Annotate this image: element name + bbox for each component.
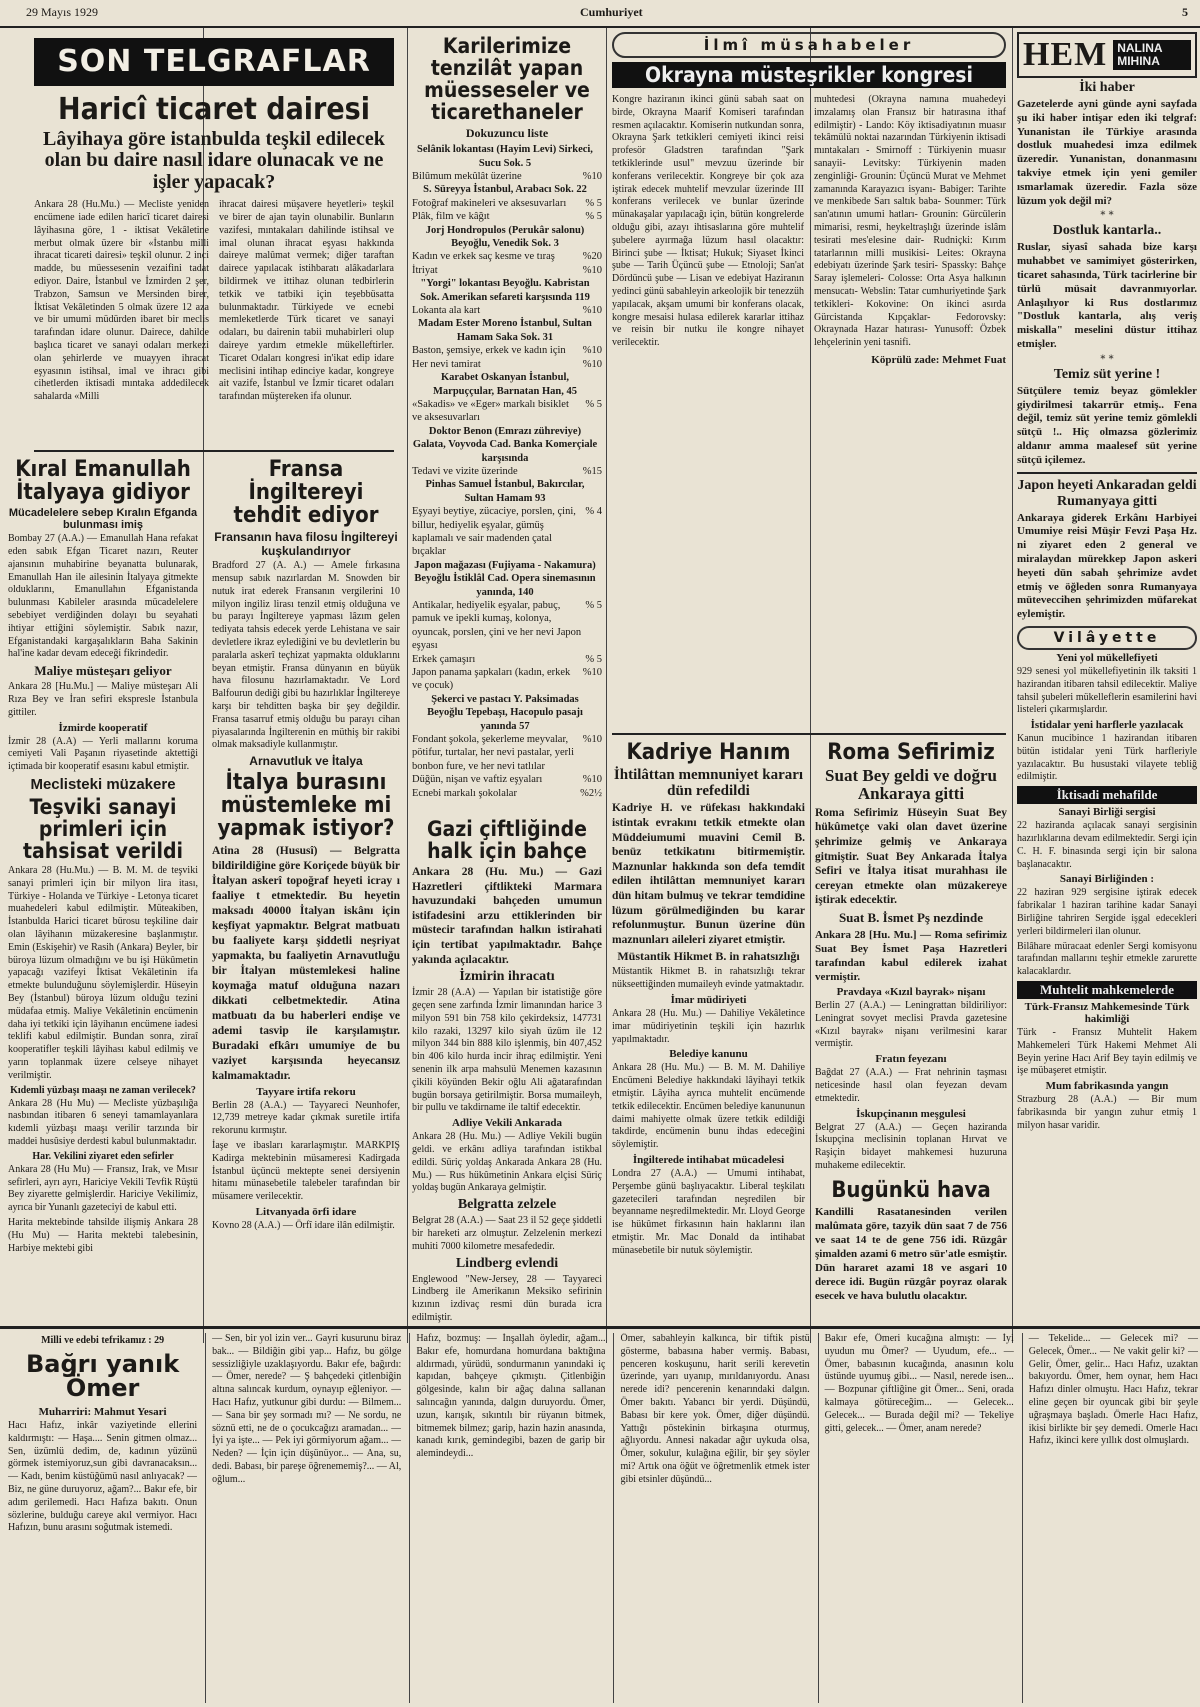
discount-item [412, 170, 602, 183]
discount-item-name: Japon panama şapkaları (kadın, erkek ve çocuk) [412, 667, 571, 692]
discount-item-name: Her nevi tamirat [412, 358, 481, 370]
story-text: Kanun mucibince 1 hazirandan itibaren bütün istidalar yeni Türk harfleriyle yazılacaktır. Bu husustaki vilayete tebliğ edilmiştir. [1017, 733, 1197, 783]
discount-item-name: Kadın ve erkek saç kesme ve tıraş [412, 251, 555, 263]
story-headline: Sanayi Birliği sergisi [1058, 806, 1156, 819]
discount-item-name: Eşyayi beytiye, zücaciye, porslen, çini, billur, hediyelik eşyalar, gümüş kaplamalı ve sair madenden çatal bıçaklar [412, 506, 576, 558]
discount-item-name: İtriyat [412, 264, 438, 276]
story-headline: Gazi çiftliğinde halk için bahçe [427, 817, 587, 864]
story-text: Ankara 28 (Hu. Mu.) — B. M. M. Dahiliye Encümeni Belediye hakkındaki lâyihayi tetkik etmiştir. Lâyiha ayrıca muhtelit encümende tetkik edilecektir. Encümen belediye kanununun daimi mahiyette olmak üzere tetkik edildiği takdirde, encümenin bunu ihdas edeceğini söylemiştir. [612, 1062, 805, 1151]
discount-item [412, 317, 602, 344]
serial-header: Milli ve edebi tefrikamız : 29 [41, 1335, 165, 1346]
discount-item-percent: %10 [582, 358, 602, 370]
story-subheadline: Suat Bey geldi ve doğru Ankaraya gitti [825, 766, 997, 804]
story-text: Kadriye H. ve rüfekası hakkındaki istintak evrakını tetkik etmekte olan Müddeiumumi muavini Cemil B. benüz tetkikatını bitirmemiştir. Maznunlar hakkında son defa temdit edilen ihtilâttan memnuniyet kararı dün hitam bulmuş ve tekrar temdidine lüzum görülmediğinden bu karar refolunmuştur. Bunun üzerine dün maznunları aileleri ziyaret etmiştir. [612, 802, 805, 946]
discount-item-percent: % 5 [585, 197, 602, 209]
discount-item [412, 277, 602, 304]
hem-logo: HEM [1023, 36, 1108, 73]
story-text: 929 senesi yol mükellefiyetinin ilk taksiti 1 hazirandan itibaren tahsil edilecektir. Maliye tahsil şubeleri mükelleflerin esamilerini havi listeleri çıkarmışlardır. [1017, 665, 1197, 716]
story-headline: Kıdemli yüzbaşı maaşı ne zaman verilecek? [10, 1084, 196, 1096]
discount-item-name: Plâk, film ve kâğıt [412, 211, 490, 223]
story-headline: Yeni yol mükellefiyeti [1056, 651, 1158, 664]
discount-item-name: Ecnebi markalı şokolalar [412, 787, 517, 799]
discount-item [412, 358, 602, 371]
section-title: İktisadi mehafilde [1017, 786, 1197, 804]
story-headline: Belediye kanunu [669, 1048, 748, 1061]
serial-column [8, 1333, 197, 1703]
page-header [0, 0, 1200, 28]
section-rule [1017, 472, 1197, 474]
story-text: Bradford 27 (A. A.) — Amele fırkasına mensup sabık nazırlardan M. Snowden bir nutuk irat ederek Fransanın vergilerini 10 milyon ingiliz lirası tenzil etmiş olduğuna ve bu parayı İngiltereye yapması lâzım gelen tediyata tahsis edecek yerde Lehistana ve sair devletlere ikraz eylediğini ve bu devletlerin bu paralarla askerî teçhizat yapmakta olduklarını beyan etmiştir. Fransa dünyanın en büyük hava filosunu hazırlamaktadır. Ve Lord Balfourun dediği gibi bu hazırlıklar İngiltereye karşı bir tehditten başka bir şey değildir. Fransa tasarruf etmiş olduğu bu parayı cihan piyasalarında İngilterenin en müthiş bir rakibi olmak maksadiyle kullanmıştır. [212, 560, 400, 751]
discount-item-percent: %10 [582, 734, 602, 746]
story-headline: Tayyare irtifa rekoru [256, 1085, 356, 1098]
discount-item-name: Erkek çamaşırı [412, 653, 476, 665]
headline: Haricî ticaret dairesi [58, 92, 370, 127]
story-text: Bilâhare müracaat edenler Sergi komisyonu tarafından mallarını teşhir etmekle zarurette kalacaklardır. [1017, 940, 1197, 978]
story-headline: Okrayna müsteşrikler kongresi [612, 62, 1006, 88]
story-text: Ankara 28 (Hu. Mu.) — Adliye Vekili bugün geldi. ve erkânı adliya tarafından istikbal edildi. Süriç yoldaş Ankarada Ankara 28 (Hu. Mu.) — Rus hükûmetinin Ankara elçisi Süriç yoldaş bugün Ankaraya gelmiştir. [412, 1131, 602, 1194]
discount-item [412, 693, 602, 733]
story-headline: Roma Sefirimiz [827, 740, 995, 765]
discount-item-name: Antikalar, hediyelik eşyalar, pabuç, pamuk ve ipekli kumaş, kolonya, oyuncak, porslen, çini ve her nevi Japon eşyası [412, 600, 582, 652]
story-headline: Suat B. İsmet Pş nezdinde [838, 909, 984, 925]
discount-list [412, 143, 602, 800]
story-text: Ankara 28 [Hu. Mu.] — Roma sefirimiz Suat Bey İsmet Paşa Hazretleri tarafından kabul edilerek izahat vermiştir. [815, 928, 1007, 983]
story-headline: Har. Vekilini ziyaret eden sefirler [32, 1150, 174, 1162]
story-text: Ankara 28 (Hu Mu) — Fransız, Irak, ve Mısır sefirleri, ayrı ayrı, Hariciye Vekili Tevfik Rüştü Bey ziyarette gelmişlerdir. Hariciye Vekilimiz, ayrıca bir Yunanlı gazeteciyi de kabul etti. [8, 1163, 198, 1214]
story-headline: Belgratta zelzele [457, 1197, 557, 1213]
discount-item-percent: %10 [582, 667, 602, 679]
discount-item-percent: % 5 [585, 653, 602, 665]
discount-item-percent: %10 [582, 264, 602, 276]
serial-text: — Sen, bir yol izin ver... Gayri kusurunu biraz bak... — Bildiğin gibi yap... Hafız, bu gölge sessizliğiyle uzaklaşıyordu. Bakır efe, bağırdı: — Ömer, nerede? — Ş bahçedeki çitlenbiğin altına salıncak kurdum, oynayıp eğleniyor. — Hacı Hafız, yutkunur gibi durdu: — Bilmem... — Sana bir şey sormadı mı? — Ne sordu, ne söznü etti, ne de o çocukcağızı aramadan... — İyi ya işte... — Pek iyi görmiyorum ağam... — Neden? — İçin için düşünüyor... — Ana, su, dedi. Babası, bir pareşe öğrenememiş?... — Al, oğlum... [212, 1333, 402, 1485]
discount-item-percent: %10 [582, 345, 602, 357]
story-headline: Maliye müsteşarı geliyor [34, 663, 172, 679]
discount-item [412, 773, 602, 786]
story-headline: Mum fabrikasında yangın [1045, 1080, 1169, 1093]
section-title: Muhtelit mahkemelerde [1017, 981, 1197, 999]
column-3 [412, 32, 602, 812]
story-headline: Adliye Vekili Ankarada [451, 1117, 563, 1130]
discount-item-percent: %15 [582, 465, 602, 477]
discount-item-name: S. Süreyya İstanbul, Arabacı Sok. 22 [423, 184, 587, 196]
serial-text: — Tekelide... — Gelecek mi? — Gelecek, Ömer... — Ne vakit gelir ki? — Gelir, Ömer, gelir... Hacı Hafız, uzaktan bakıyordu. Ömer, hem oynar, hem Hacı Hafızı dinler olmuştu. Hacı Hafız, tekrar eline geçen bir oyuncak gibi bir şeyle uğraşmaya başladı. Ömerle Hacı Hafız, ikisi birlikte bir şey demedi. Omerle Hacı Hafız, ikinci kere yıllık dost olmuşlardı. [1028, 1333, 1198, 1447]
discount-item [412, 371, 602, 398]
discount-item [412, 264, 602, 277]
discount-item [412, 478, 602, 505]
serial-column [613, 1333, 809, 1703]
story-headline: Lindberg evlendi [455, 1255, 559, 1271]
discount-item [412, 344, 602, 357]
story-headline: Sanayi Birliğinden : [1059, 873, 1155, 886]
serial-text: Hacı Hafız, inkâr vaziyetinde ellerini kaldırmıştı: — Haşa.... Senin gitmen olmaz... Sen, üzümlü dedim, de, kadının yüzünü görmek istemiyoruz,sun gibi davranacaksın... — Kadı, benim küstüğümü nasıl anlıyacak? — Biz, ne güne duruyoruz, ağam?... Bakır efe, bir adım gerilemedi. Hacı Hafıza bakıtı. Onun sözlerine, bulduğu careye akıl vermiyor. Hacı Hafızın, bunu arasını soğutmak istemedi. [8, 1420, 198, 1534]
discount-item-name: Madam Ester Moreno İstanbul, Sultan Hamam Saka Sok. 31 [418, 318, 592, 343]
discount-item-percent: %20 [582, 251, 602, 263]
discount-item [412, 304, 602, 317]
section-title: Vilâyette [1017, 626, 1197, 650]
story-headline: Karilerimize tenzilât yapan müesseseler ve ticarethaneler [424, 34, 590, 125]
story-text: Ankara 28 [Hu.Mu.] — Maliye müsteşarı Ali Rıza Bey ve İran sefiri ekspresle İstanbula gittiler. [8, 681, 198, 718]
discount-item [412, 599, 602, 653]
story-text: Müstantik Hikmet B. in rahatsızlığı tekrar nükseettiğinden mumaileyh evinde yatmaktadır. [612, 966, 805, 991]
story-headline: Türk-Fransız Mahkemesinde Türk hakimliği [1024, 1001, 1190, 1026]
discount-item-name: Selânik lokantası (Hayim Levi) Sirkeci, Sucu Sok. 5 [417, 144, 593, 169]
story-headline: İzmirin ihracatı [459, 969, 555, 985]
discount-item-name: Jorj Hondropulos (Perukâr salonu) Beyoğlu, Venedik Sok. 3 [425, 224, 585, 250]
story-text: Ankara 28 (Hu Mu) — Mecliste yüzbaşılığa nasbından itibaren 6 seneyi tamamlayanlara kıdemli yüzbaşı maaşı verilir tarzında bir maddei husûsiye derdesti kabul bulunmaktadır. [8, 1097, 198, 1148]
discount-item [412, 666, 602, 693]
serial-column [205, 1333, 401, 1703]
discount-item-name: "Yorgi" lokantası Beyoğlu. Kabristan Sok. Amerikan sefareti karşısında 119 [420, 278, 590, 303]
serial-column [1022, 1333, 1198, 1703]
discount-item [412, 465, 602, 478]
discount-item-percent: % 5 [585, 211, 602, 223]
discount-item-percent: %2½ [580, 787, 602, 799]
story-headline: Pravdaya «Kızıl bayrak» nişanı [836, 985, 986, 998]
discount-item [412, 398, 602, 425]
story-headline: İskupçinanın meşgulesi [856, 1107, 966, 1120]
column-5 [815, 738, 1007, 1325]
discount-item-name: Fotoğraf makineleri ve aksesuvarları [412, 197, 567, 209]
page-number: 5 [1182, 5, 1188, 19]
story-text: Bağdat 27 (A.A.) — Frat nehrinin taşması neticesinde hasıl olan feyezan devam etmektedir. [815, 1067, 1007, 1104]
story-text: Belgrat 28 (A.A.) — Saat 23 il 52 geçe şiddetli bir hareketi arz olmuştur. Zelzelenin merkezi muhiti 7000 kilometre mesafededir. [412, 1215, 602, 1252]
story-text: İzmir 28 (A.A) — Yerli mallarını koruma cemiyeti Vali Paşanın riyasetinde aktettiği içtimada bir kooperatif esasını kabul etmiştir. [8, 735, 198, 773]
column-rule [407, 28, 408, 1343]
story-text: Ankara 28 (Hu. Mu.) — Gazi Hazretleri çiftlikteki Marmara havuzundaki bahçeden umumun istifadesini arzu ettiklerinden bir müstecir tarafından halkın istirahati için tertibat yapılmaktadır. Bahçe yakında açılacaktır. [412, 866, 602, 966]
discount-item [412, 425, 602, 465]
discount-item-percent: % 4 [585, 506, 602, 518]
section-rule [34, 450, 394, 452]
column-6 [1017, 32, 1197, 1325]
column-4-5 [612, 32, 1006, 732]
serial-author: Mahmut Yesari [93, 1406, 167, 1418]
section-title: İlmî müsahabeler [612, 32, 1006, 58]
story-text: Londra 27 (A.A.) — Umumi intihabat, Perşembe günü başlıyacaktır. Liberal teşkilatı gazetecileri tarafından neşredilen bir beyanname neşredilmektedir. Mr. Lloyd George ise hükûmet firkasının hain haklarını ilan etmiştir. Mr. Mac Donald da intihabat münasebetile bir nutuk söylemiştir. [612, 1167, 805, 1256]
story-headline: Fratın feyezanı [875, 1053, 947, 1066]
story-headline: Kıral Emanullah İtalyaya gidiyor [15, 457, 191, 506]
story-text: Atina 28 (Hususî) — Belgratta bildirildiğine göre Koriçede büyük bir İtalyan askerî topoğraf heyeti icray ı faaliye t etmektedir. Bu heyetin maksadı 40000 İtalyan iskânı için keşfiyat yapmaktır. Belgrat matbuatı bu faaliyete karşı şiddetli neşriyat yapmakta, bu faaliyetin Arnavutluğu bir İtalyan müstemlekesi haline koymağa matuf olduğuna nazarı dikkati celbetmektedir. Atina matbuatı da bu haberleri endişe ve ademi tasvip ile karşılamıştır. Buradaki efkârı umumiye de bu vaziyet karşısında heyecansız kalmamaktadır. [212, 844, 400, 1082]
hem-logo-sub: NALINA MIHINA [1113, 40, 1191, 70]
discount-item-name: Japon mağazası (Fujiyama - Nakamura) Beyoğlu İstiklâl Cad. Opera sinemasının yanında, 140 [414, 559, 596, 598]
subheadline: Lâyihaya göre istanbulda teşkil edilecek olan bu daire nasıl idare olunacak ve ne işler yapacak? [43, 127, 385, 193]
story-headline: Dostluk kantarla.. [1052, 223, 1162, 239]
story-text: Roma Sefirimiz Hüseyin Suat Bey hükûmetçe vaki olan davet üzerine şehrimize gelmiş ve Ankaraya gitmiştir. Suat Bey Ankarada İtalya Sefiri ve İtalya itisat murahhası ile cereyan etmekte olan müzakereye iştirak edecektir. [815, 806, 1007, 907]
discount-item [412, 505, 602, 559]
story-headline: İki haber [1079, 80, 1135, 95]
discount-item [412, 787, 602, 800]
discount-item-name: Fondant şokola, şekerleme meyvalar, pötifur, turtalar, her nevi pastalar, yerli bonbon fure, ve her nevi tatlılar [412, 734, 575, 772]
discount-item-name: Karabet Oskanyan İstanbul, Marpuççular, Barnatan Han, 45 [433, 372, 577, 397]
serial-text: Bakır efe, Ömeri kucağına almıştı: — İyi uyudun mu Ömer? — Uyudum, efe... — Ömer, babasının kucağında, anasının kolu üstünde uyumuş gibi... — Nasıl, nerede isen... — Bozpunar çiftliğine git Ömer... Seni, orada kalmaya götüreceğim... — Gelecek... Gelecek... — Burada değil mi? — Tekeliye gitti, gelecek... — Ömer, anam nerede? [824, 1333, 1014, 1434]
discount-item [412, 653, 602, 666]
issue-date: 29 Mayıs 1929 [26, 5, 98, 19]
serial-title: Bağrı yanık Ömer [25, 1350, 180, 1402]
story-headline: Arnavutluk ve İtalya [249, 754, 363, 769]
serial-text: Hafız, bozmuş: — İnşallah öyledir, ağam... Bakır efe, homurdana homurdana baktığına aldırmadı, yürüdü, sondurmanın yanındaki iç kapıdan, bahçeye çıkmıştı. Çitlenbiğin gölgesinde, kalın bir ağaç dalına sallanan salıncağın yanında, dalgın duruyordu. Ömer, uzun, karışık, sıkıntılı bir rüyanın bitmek, bitmemek bilmez; garip, hazin hazin anasında, kanadı kırık, gemindegibi, bazen de garip bir alemindeydi... [416, 1333, 606, 1460]
story-headline: İstidalar yeni harflerle yazılacak [1030, 719, 1184, 732]
discount-item-percent: % 5 [585, 398, 602, 410]
column-1 [8, 455, 198, 1325]
byline: Köprülü zade: Mehmet Fuat [871, 353, 1006, 366]
story-text: Sütçülere temiz beyaz gömlekler giydirilmesi takarrür etmiş.. Fena değil, temiz süt yerine temiz gömlekli sütçü !.. Hiç olmazsa gözlerimiz aldanır amma maalesef süt yerine sütçü içilemez. [1017, 384, 1197, 466]
story-text: Kongre haziranın ikinci günü sabah saat on birde, Okrayna Maarif Komiseri tarafından resmen açılacaktır. Komiserin nutkundan sonra, Okrayna Şark tetkikleri cemiyeti ikinci reisi profesör Gladstren tarafından "Şark tetkiklerinde usul" mevzuu üzerinde bir konferans verilecektir. Kongreye bir çok aza iştirak edecek muhtelif mevzular üzerinde III konferans verilecek ve bunlar üzerinde münakaşalar yapılacağı için, bütün kongrelerde olduğu gibi, azayı ihtisaslarına göre muhtelif şubelere ayırmağa lüzum hasıl olacaktır: Birinci şube — İktisat; Hukuk; Siyaset İkinci şube — Tarih Üçüncü şube — Etnoloji; San'at Dördüncü şube — Lisan ve edebiyat Haziranın yedinci günü sabahleyin arkeolojik bir tenezzüh yapılacak, akşam umumi bir konferans olacak, kongre mesaisi hulasa edilerek kararlar ittihaz ve reisin bir nutku ile kongre nihayet verilecektir. [612, 94, 804, 349]
story-text: Belgrat 27 (A.A.) — Geçen haziranda İskupçina meclisinin toplanan Hırvat ve Raşiçin bidayet mahkemesi huzuruna muhakeme edilecektir. [815, 1121, 1007, 1171]
discount-item-name: Düğün, nişan ve vaftiz eşyaları [412, 774, 543, 786]
story-text: Türk - Fransız Muhtelit Hakem Mahkemeleri Türk Hakemi Mehmet Ali Beyin yerine Hacı Arif Bey tayin edilmiş ve işe mübaşeret etmiştir. [1017, 1027, 1197, 1077]
story-headline: Temiz süt yerine ! [1053, 366, 1161, 382]
story-headline: Meclisteki müzakere [30, 775, 176, 793]
serial-column [818, 1333, 1014, 1703]
column-rule [606, 28, 607, 1343]
section-rule [0, 1326, 1200, 1329]
story-headline: Litvanyada örfi idare [255, 1205, 357, 1218]
paper-name: Cumhuriyet [580, 5, 643, 19]
story-text: Ankaraya giderek Erkânı Harbiyei Umumiye reisi Müşir Fevzi Paşa Hz. ni ziyaret eden 2 general ve miralaydan mürekkep Japon askeri heyeti dün sabah şehrimize avdet etmiş ve öğleden sonra Rumanyaya müteveccihen şehrimizden müfarekat eylemiştir. [1017, 511, 1197, 621]
divider-stars: * * [1100, 353, 1114, 365]
discount-item-percent: %10 [582, 171, 602, 182]
discount-item-name: Pinhas Samuel İstanbul, Bakırcılar, Sultan Hamam 93 [425, 479, 585, 504]
discount-item [412, 183, 602, 196]
story-headline: Müstantik Hikmet B. in rahatsızlığı [617, 949, 800, 964]
top-story [34, 38, 394, 448]
story-subheadline: Fransanın hava filosu İngiltereyi kuşkulandırıyor [214, 530, 398, 559]
story-headline: Teşviki sanayi primleri için tahsisat verildi [23, 794, 183, 864]
serial-author-label: Muharriri: [38, 1406, 92, 1418]
story-text: İzmir 28 (A.A) — Yapılan bir istatistiğe göre geçen sene zarfında İzmir limanından harice 3 milyon 591 bin 758 kilo çekirdeksiz, 147731 kilo razaki, 13297 kilo siyah üzüm ile 12 milyon 344 bin 888 kilo işlenmiş, bin 407,452 bin 406 kilo hurda incir ihraç edilmiştir. Yeni senenin ilk arpa mahsulü Menemen kazasının çikili köyünden Bekir oğlu Ali ağatarafından bugün borsaya getirilmiştir. Borsa mumaileyh, bir pullu ve takdirname ile taltif edecektir. [412, 987, 602, 1114]
serial-section [8, 1333, 1198, 1703]
column-3-lower [412, 815, 602, 1325]
story-text: Ankara 28 (Hu.Mu.) — Mecliste yeniden encümene iade edilen haricî ticaret dairesi lâyihasına göre, 1 - iktisat Vekâletine merbut olmak üzere bir «İstanbu milli ihracat ticareti dairesi» teşkil olunur. 2 inci madde, bu müessesenin vezaifini tadat ediyor. Daire, İstanbul ve İzmirden 2 şer, Trabzon, Samsun ve Mersinden birer, İktisat Vekâletinden 5 olmak üzere 12 aza ve bir umumi müdürden ibaret bir meclis tarafından idare olunur. Dairece, dahilde başlıca ticaret ve sanayi odaları merkezi olan şehirlerde ve muayyen ihracat eşyasının istihsal, imal ve ihracı gibi cihetlerden iktisadi mıntaka addedilecek sahalarda «Milli [34, 199, 209, 403]
discount-item [412, 250, 602, 263]
serial-column [409, 1333, 605, 1703]
discount-item [412, 733, 602, 773]
discount-item-name: Lokanta ala kart [412, 305, 481, 317]
discount-item-percent: % 5 [585, 600, 602, 611]
story-headline: Kadriye Hanım [626, 740, 791, 765]
discount-item-name: Baston, şemsiye, erkek ve kadın için [412, 345, 566, 357]
story-subheadline: İhtilâttan memnuniyet kararı dün refedildi [613, 767, 804, 800]
story-text: Kovno 28 (A.A.) — Örfî idare ilân edilmiştir. [212, 1219, 395, 1231]
story-headline: İtalya burasını müstemleke mi yapmak istiyor? [217, 770, 395, 842]
discount-item [412, 143, 602, 170]
divider-stars: * * [1100, 210, 1114, 222]
column-rule [1012, 28, 1013, 1343]
discount-item [412, 559, 602, 599]
story-headline: İngilterede intihabat mücadelesi [632, 1153, 785, 1166]
story-headline: Fransa İngiltereyi tehdit ediyor [233, 457, 379, 529]
list-title: Dokuzuncu liste [465, 126, 549, 141]
discount-item [412, 197, 602, 210]
story-text: 22 haziran 929 sergisine iştirak edecek fabrikalar 1 haziran tarihine kadar Sanayi Birliğine tahriren Sergide işgal edecekleri yerleri bildirmeleri ilan olunur. [1017, 887, 1197, 937]
story-headline: İmar müdiriyeti [670, 994, 747, 1006]
story-text: Harita mektebinde tahsilde ilişmiş Ankara 28 (Hu Mu) — Harita mektebi talebesinin, Harbiye mektebi gibi [8, 1217, 198, 1254]
story-text: Kandilli Rasatanesinden verilen malûmata göre, tazyik dün saat 7 de 756 ve saat 14 te de gene 756 idi. Rüzgâr şimalden azami 6 metro sür'atle esmiştir. Dün hararet azami 18 ve asgari 10 derece idi. Bugün rüzgâr poyraz olarak esecek ve hava bulutlu olacaktır. [815, 1205, 1007, 1302]
column-2 [212, 455, 400, 1325]
discount-item-name: Tedavi ve vizite üzerinde [412, 465, 518, 477]
story-text: Bombay 27 (A.A.) — Emanullah Hana refakat eden sabık Efgan Ticaret nazırı, Reuter ajansının muhabirine beyanatta bulunarak, Emanullah Han ile ailesinin İtalyaya gitmekte olduklarını, Emanullahın Efganistanda bulunması Kabileler arasında mücadelelere sebebiyet verdiğinden dolayı bu seyahati ihtiyar ettiğini söylemiştir. Sabık nazır, Efganistandaki kargaşalıkların Baha Sakinin hal'ine kadar devam edeceği fikrindedir. [8, 533, 198, 660]
story-text: Berlin 28 (A.A.) — Tayyareci Neunhofer, 12,739 metreye kadar çıkmak suretile irtifa rekorunu kırmıştır. [212, 1099, 400, 1137]
story-text: Ruslar, siyasî sahada bize karşı muhabbet ve samimiyet gösterirken, ticaret sahasında, Türk tacirlerine bir türlü müsait davranmıyorlar. Anlaşılıyor ki Rus dostlarımız "Dostluk kantarla, alış veriş miskalla" meselini düstur ittihaz etmişler. [1017, 241, 1197, 350]
story-text: Gazetelerde ayni günde ayni sayfada şu iki haber intişar eden iki telgraf: Yunanistan ile Türkiye arasında dostluk muahedesi imza edilmek üzeredir. Yunanistan, donanmasını takviye etmek için yeni gemiler ısmarlamak üzeredir. Fazla söze lüzum yok değil mi? [1017, 98, 1197, 207]
story-text: Strazburg 28 (A.A.) — Bir mum fabrikasında bir yangın zuhur etmiş 1 milyon hasar varidir. [1017, 1094, 1197, 1131]
serial-text: Ömer, sabahleyin kalkınca, bir tiftik pistü gösterme, babasına haber vermiş. Babası, penceren koskuşunu, harit serili kerevetin üzerinde, yarı uyanıp, mırıldanıyordu. Anası nerede idi? pencerenin kenarındaki dalgın. Ömer bakıtı. Yabancı bir yerdi. Düşündü, Babası bir kere yok. Ömer, diğer düşündü. Yattığı pöstekinin birkaşına oturmuş, ağlıyordu. Annesi nakadar ağır uykuda olsa, Ömer, sokulur, kulağına eğilir, bir şey söyler mi? Artık ona öğüt ve öğretmenlik etmek ister gibi etsinler düşündü... [620, 1333, 810, 1485]
discount-item [412, 210, 602, 223]
story-headline: İzmirde kooperatif [58, 721, 148, 734]
discount-item [412, 224, 602, 251]
story-text: Berlin 27 (A.A.) — Leningrattan bildiriliyor: Leningrat sovyet meclisi Pravda gazetesine «Kızıl bayrak» nişanı verilmesini karar vermiştir. [815, 999, 1007, 1050]
story-text: muhtedesi (Okrayna namına muahedeyi imzalamış olan Fransız bir hatırasına ithaf edilmiştir) - Lando: Köy iktisadiyatının muasır tekâmülü noktai nazarından Türkiyenin iktisadi mıntakaları - Smirnoff : Türkiyenin muasır sanayii- Levitsky: Türkiyenin maden zenginliği- Grounin: Üçüncü Murat ve Mehmet zamanında Karayazıcı isyanı- Babiger: Tarihte ve menkibede Sarı saltık baba- Sounmer: Türk san'atının umumi hatları- Grounin: Gürcülerin mimarisi, resmi, heykeltraşlığı üzerinde islâm tesirati mes'elesine dair- Rudniçki: Kırım tatarlarının milli musikisi- Leites: Okrayna edebiyatı üzerinde Şark tesiri- Spassky: Bahçe Saray işlemeleri- Colosse: Orta Asya halkının mensucatı- Webslin: Tatar cumhuriyetinde Şark tetkikleri- Kokovine: On ikinci asırda Gürcistanda Kıpçaklar- Fedorovsky: Okraynada Hazar hatırası- Yunusoff: Özbek lehçelerinin yeni tasnifi. [814, 94, 1006, 349]
story-subheadline: Mücadelelere sebep Kıralın Efganda bulunması imiş [8, 507, 198, 532]
story-text: Ankara 28 (Hu. Mu.) — Dahiliye Vekâletince imar müdiriyetinin teşkili için hazırlık yapılmaktadır. [612, 1008, 805, 1045]
discount-item-name: Bilûmum mekûlât üzerine [412, 171, 522, 182]
story-text: 22 haziranda açılacak sanayi sergisinin hazırlıklarına devam edilmektedir. Sergi için C. H. F. binasında sergi için bir salona başlanacaktır. [1017, 820, 1197, 870]
story-text: İaşe ve ibasları kararlaşmıştır. MARKPIŞ Kadirga mektebinin müsameresi Kadirgada İstanbul üçüncü mektepte senei dersiyenin hitamı münasebetile talebeler tarafından bir müsamere verilecektir. [212, 1139, 400, 1203]
section-banner: SON TELGRAFLAR [34, 38, 394, 86]
story-headline: Bugünkü hava [831, 1177, 991, 1203]
discount-item-percent: %10 [582, 774, 602, 786]
discount-item-name: «Sakadis» ve «Eger» markalı bisiklet ve aksesuvarları [412, 398, 569, 424]
story-text: Ankara 28 (Hu.Mu.) — B. M. M. de teşviki sanayi primleri için bir milyon lira itası, Türkiye - Holanda ve Türkiye - Letonya ticaret muahedeleri kabul edilmiştir. Müteakiben, İstanbulda Harici ticaret bürosu teşkiline dair olan lâyihanın müzakeresine başlanmıştır. Emin (Eskişehir) ve Rasih (Ankara) Beyler, bir büroya lüzum olmadığını ve bu işi Hükûmetin yapacağı vazifeyi İktisat Vekâletinin ifa etmekte bulunduğunu söylemişlerdir. Hüseyin Bey (İstanbul) büroya lüzum olduğu tezini müdafaa etmiş. Maliye Vekâletinin encümenin daha iyi tetkiki için lâyihanın encümene iadesi teklifi kabul edilmiştir. Bundan sonra, ziraî kooperatifler teşkili lâyihası kabul edilmiş ve yarın toplanmak üzere celseye nihayet verilmiştir. [8, 865, 198, 1081]
story-text: Englewood "New-Jersey, 28 — Tayyareci Lindberg ile Amerikanın Meksiko sefirinin kızının izdivaç resmi dün burada icra edilmiştir. [412, 1273, 602, 1323]
story-headline: Japon heyeti Ankaradan geldi Rumanyaya gitti [1017, 477, 1197, 509]
discount-item-name: Doktor Benon (Emrazı zühreviye) Galata, Voyvoda Cad. Banka Komerçiale karşısında [412, 425, 598, 464]
section-rule [612, 733, 1006, 735]
story-text: ihracat dairesi müşavere heyetleri» teşkil ve birer de ajan tayin olunabilir. Bunların vazifesi, mıntakaları dahilinde istihsal ve imal olunan ihracat eşyası hakkında daireye malûmat vermek; diğer taraftan dairece yapılacak istihbaratı alâkadarlara bildirmek ve ittihaz olunan tedbirlerin tetkik ve tatbiki için teşebbüsatta bulunmaktadır. Türkiyede ve ecnebi memleketlerde Türk ticaret ve sanayi odaları, bu dairenin tabii muhabirleri olup daireye yardım etmekle mükelleftirler. Ticaret Odaları kongresi in'ikat edip idare meclisini intihap edinciye kadar, kongreye ait vazife, İstanbul ve İzmir ticaret odaları tarafından müştereken ifa olunur. [219, 199, 394, 403]
discount-item-name: Şekerci ve pastacı Y. Paksimadas Beyoğlu Tepebaşı, Hacopulo pasajı yanında 57 [427, 693, 583, 732]
discount-item-percent: %10 [582, 305, 602, 317]
column-4 [612, 738, 805, 1325]
